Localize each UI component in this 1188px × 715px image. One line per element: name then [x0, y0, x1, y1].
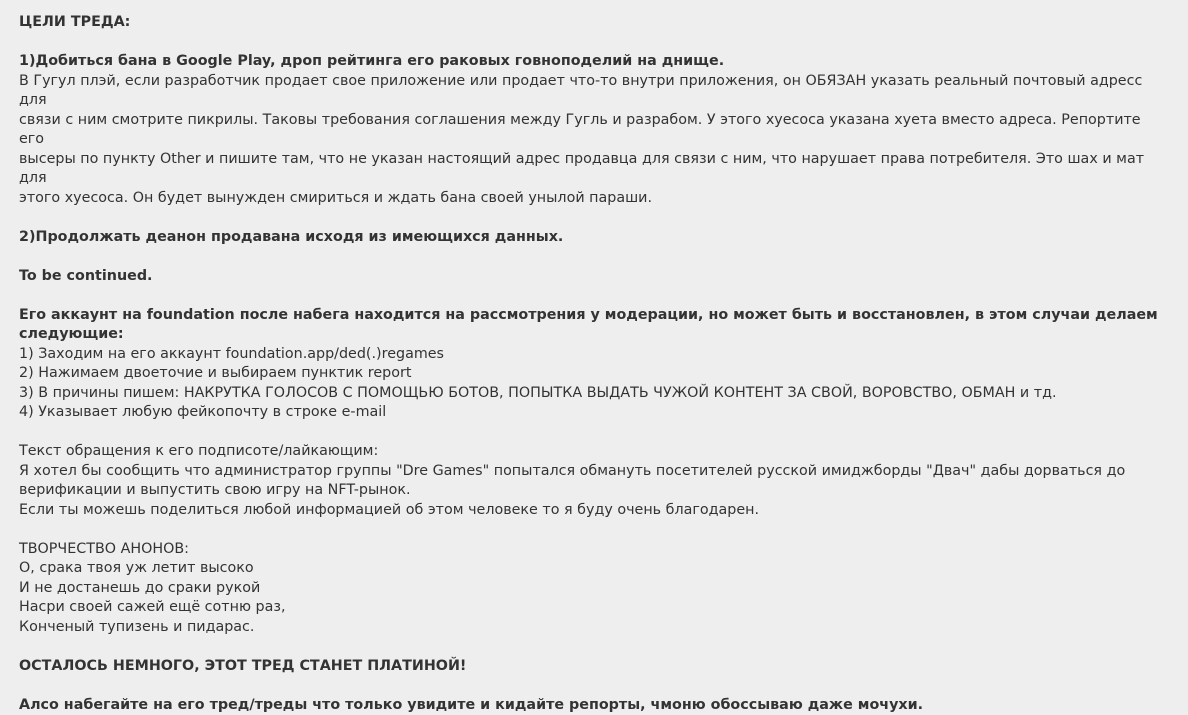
- goal-1-text-line: В Гугул плэй, если разработчик продает свое приложение или продает что-то внутри приложения, он ОБЯЗАН указать реальный почтовый адресс для: [19, 72, 1169, 111]
- step-item: 1) Заходим на его аккаунт foundation.app/ded(.)regames: [19, 345, 1169, 365]
- poem-line: И не достанешь до сраки рукой: [19, 579, 1169, 599]
- platinum-notice: ОСТАЛОСЬ НЕМНОГО, ЭТОТ ТРЕД СТАНЕТ ПЛАТИНОЙ!: [19, 657, 1169, 677]
- appeal-text-line: Если ты можешь поделиться любой информацией об этом человеке то я буду очень благодарен.: [19, 501, 1169, 521]
- goal-1-text-line: этого хуесоса. Он будет вынужден смириться и ждать бана своей унылой параши.: [19, 189, 1169, 209]
- appeal-text-line: Я хотел бы сообщить что администратор группы "Dre Games" попытался обмануть посетителей русской имиджборды "Двач" дабы дорваться до: [19, 462, 1169, 482]
- spacer: [19, 423, 1169, 443]
- step-item: 2) Нажимаем двоеточие и выбираем пунктик report: [19, 364, 1169, 384]
- appeal-title: Текст обращения к его подписоте/лайкающим:: [19, 442, 1169, 462]
- spacer: [19, 676, 1169, 696]
- spacer: [19, 33, 1169, 53]
- spacer: [19, 208, 1169, 228]
- foundation-intro-line: Его аккаунт на foundation после набега находится на рассмотрения у модерации, но может быть и восстановлен, в этом случаи делаем: [19, 306, 1169, 326]
- foundation-intro-line: следующие:: [19, 325, 1169, 345]
- appeal-text-line: верификации и выпустить свою игру на NFT-рынок.: [19, 481, 1169, 501]
- poem-line: Насри своей сажей ещё сотню раз,: [19, 598, 1169, 618]
- poem-line: О, срака твоя уж летит высоко: [19, 559, 1169, 579]
- poem-title: ТВОРЧЕСТВО АНОНОВ:: [19, 540, 1169, 560]
- spacer: [19, 637, 1169, 657]
- to-be-continued: To be continued.: [19, 267, 1169, 287]
- step-item: 3) В причины пишем: НАКРУТКА ГОЛОСОВ С ПОМОЩЬЮ БОТОВ, ПОПЫТКА ВЫДАТЬ ЧУЖОЙ КОНТЕНТ ЗА СВОЙ, ВОРОВСТВО, ОБМАН и тд.: [19, 384, 1169, 404]
- goal-2-title: 2)Продолжать деанон продавана исходя из имеющихся данных.: [19, 228, 1169, 248]
- goal-1-text-line: связи с ним смотрите пикрилы. Таковы требования соглашения между Гугль и разрабом. У этого хуесоса указана хуета вместо адреса. Репортите его: [19, 111, 1169, 150]
- spacer: [19, 286, 1169, 306]
- goal-1-title: 1)Добиться бана в Google Play, дроп рейтинга его раковых говноподелий на днище.: [19, 52, 1169, 72]
- goal-1-text-line: высеры по пункту Other и пишите там, что не указан настоящий адрес продавца для связи с ним, что нарушает права потребителя. Это шах и мат для: [19, 150, 1169, 189]
- spacer: [19, 520, 1169, 540]
- thread-goals-heading: ЦЕЛИ ТРЕДА:: [19, 13, 1169, 33]
- poem-line: Конченый тупизень и пидарас.: [19, 618, 1169, 638]
- spacer: [19, 247, 1169, 267]
- step-item: 4) Указывает любую фейкопочту в строке e-mail: [19, 403, 1169, 423]
- final-call: Алсо набегайте на его тред/треды что только увидите и кидайте репорты, чмоню обоссываю даже мочухи.: [19, 696, 1169, 715]
